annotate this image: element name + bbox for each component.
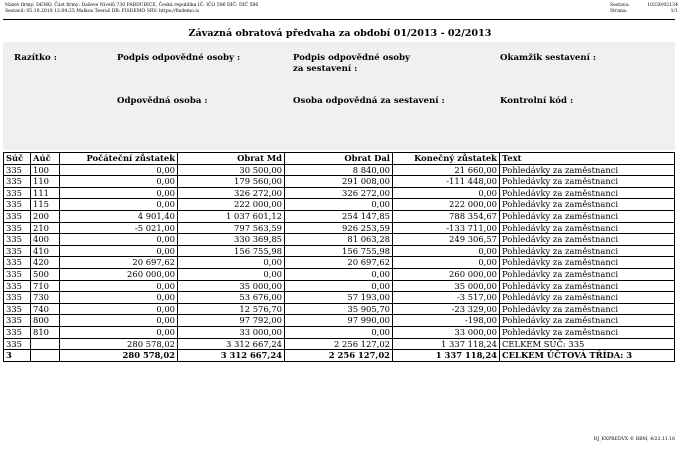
report-title: Závazná obratová předvaha za období 01/2013 - 02/2013 [188,28,492,39]
cell-pocatecni: 0,00 [60,176,178,188]
cell-obrat-dal: 0,00 [285,280,393,292]
cell-konecny: -133 711,00 [393,222,500,234]
cell-konecny: -3 517,00 [393,292,500,304]
cell-obrat-dal: 8 840,00 [285,164,393,176]
cell-obrat-md: 97 792,00 [178,315,285,327]
sestava-label: Sestava: [610,3,630,8]
cell-text: Pohledávky za zaměstnanci [500,187,675,199]
table-row [4,222,675,234]
cell-obrat-dal: 97 990,00 [285,315,393,327]
cell-obrat-md: 330 369,85 [178,234,285,246]
cell-pocatecni: 0,00 [60,292,178,304]
signature-block [3,42,675,150]
cell-konecny: 33 000,00 [393,326,500,338]
cell-obrat-md: 0,00 [178,268,285,280]
cell-pocatecni: 0,00 [60,315,178,327]
cell-auc: 110 [31,176,60,188]
cell-suc: 335 [4,234,31,246]
strana-label: Strana: [610,9,628,15]
table-row [4,280,675,292]
cell-suc: 335 [4,292,31,304]
cell-obrat-md: 30 500,00 [178,164,285,176]
cell-obrat-dal: 0,00 [285,199,393,211]
cell-pocatecni: 0,00 [60,187,178,199]
cell-auc: 410 [31,245,60,257]
razitko-label: Razítko : [14,53,57,63]
table-row [4,199,675,211]
cell-konecny: 0,00 [393,245,500,257]
cell-obrat-md: 35 000,00 [178,280,285,292]
cell-obrat-dal: 2 256 127,02 [285,350,393,362]
total-row [4,350,675,362]
podpis-sestaveni-label [293,53,410,75]
cell-konecny: -23 329,00 [393,303,500,315]
podpis-sestaveni-line1: Podpis odpovědné osoby [293,53,411,63]
sestava-value: 10230/02134 [647,3,678,8]
cell-auc: 810 [31,326,60,338]
col-text: Text [500,153,675,165]
cell-pocatecni: 0,00 [60,326,178,338]
cell-text: Pohledávky za zaměstnanci [500,222,675,234]
cell-text: CELKEM ÚČTOVÁ TŘÍDA: 3 [500,350,675,362]
cell-konecny: 1 337 118,24 [393,338,500,350]
cell-suc: 335 [4,257,31,269]
table-row [4,245,675,257]
osoba-sestaveni-label: Osoba odpovědná za sestavení : [293,96,445,106]
cell-konecny: -198,00 [393,315,500,327]
cell-suc: 335 [4,268,31,280]
cell-text: Pohledávky za zaměstnanci [500,210,675,222]
table-row [4,187,675,199]
cell-suc: 335 [4,210,31,222]
table-row [4,164,675,176]
col-pocatecni: Počáteční zůstatek [60,153,178,165]
cell-suc: 335 [4,303,31,315]
podpis-osoby-label: Podpis odpovědné osoby : [117,53,241,63]
table-row [4,176,675,188]
cell-auc: 420 [31,257,60,269]
cell-text: Pohledávky za zaměstnanci [500,280,675,292]
cell-pocatecni: 0,00 [60,280,178,292]
cell-auc: 111 [31,187,60,199]
cell-auc: 740 [31,303,60,315]
col-obrat-md: Obrat Md [178,153,285,165]
cell-text: Pohledávky za zaměstnanci [500,199,675,211]
cell-obrat-md: 797 563,59 [178,222,285,234]
cell-suc: 335 [4,222,31,234]
cell-suc: 335 [4,176,31,188]
cell-konecny: 21 660,00 [393,164,500,176]
cell-auc [31,338,60,350]
cell-obrat-md: 53 676,00 [178,292,285,304]
table-header-row [4,153,675,165]
cell-konecny: 222 000,00 [393,199,500,211]
cell-suc: 335 [4,326,31,338]
sum-row [4,338,675,350]
okamzik-label: Okamžik sestavení : [500,53,597,63]
cell-pocatecni: 280 578,02 [60,350,178,362]
cell-auc: 115 [31,199,60,211]
cell-text: Pohledávky za zaměstnanci [500,303,675,315]
cell-suc: 335 [4,338,31,350]
cell-auc: 710 [31,280,60,292]
author-line: Sestavil: 05.10.2018 12:04:25 Malkus Teeraš DB: FISDEMO SRV: https://fisdemo.is [5,9,200,15]
cell-text: Pohledávky za zaměstnanci [500,315,675,327]
balance-table [3,152,675,362]
table-row [4,303,675,315]
kontrolni-kod-label: Kontrolní kód : [500,96,574,106]
header-divider [3,19,675,20]
cell-obrat-dal: 156 755,98 [285,245,393,257]
cell-auc [31,350,60,362]
cell-obrat-md: 179 560,00 [178,176,285,188]
strana-value: 1/1 [670,9,678,15]
cell-text: Pohledávky za zaměstnanci [500,268,675,280]
cell-text: Pohledávky za zaměstnanci [500,164,675,176]
cell-obrat-dal: 2 256 127,02 [285,338,393,350]
cell-suc: 3 [4,350,31,362]
cell-obrat-dal: 926 253,59 [285,222,393,234]
cell-konecny: 1 337 118,24 [393,350,500,362]
col-konecny: Konečný zůstatek [393,153,500,165]
cell-obrat-md: 3 312 667,24 [178,338,285,350]
cell-text: Pohledávky za zaměstnanci [500,292,675,304]
cell-obrat-dal: 57 193,00 [285,292,393,304]
cell-pocatecni: 280 578,02 [60,338,178,350]
cell-obrat-md: 1 037 601,12 [178,210,285,222]
company-info [5,3,425,16]
cell-pocatecni: 0,00 [60,234,178,246]
cell-konecny: 0,00 [393,187,500,199]
table-row [4,234,675,246]
cell-pocatecni: 0,00 [60,303,178,315]
cell-text: Pohledávky za zaměstnanci [500,176,675,188]
table-row [4,210,675,222]
cell-suc: 335 [4,315,31,327]
cell-obrat-dal: 326 272,00 [285,187,393,199]
cell-auc: 210 [31,222,60,234]
cell-pocatecni: 0,00 [60,164,178,176]
cell-obrat-dal: 291 008,00 [285,176,393,188]
cell-obrat-md: 3 312 667,24 [178,350,285,362]
cell-text: Pohledávky za zaměstnanci [500,234,675,246]
podpis-sestaveni-line2: za sestavení : [293,64,358,74]
cell-pocatecni: 4 901,40 [60,210,178,222]
cell-konecny: 249 306,57 [393,234,500,246]
cell-obrat-md: 33 000,00 [178,326,285,338]
cell-obrat-dal: 35 905,70 [285,303,393,315]
report-id-block [610,3,678,16]
table-row [4,292,675,304]
cell-text: Pohledávky za zaměstnanci [500,245,675,257]
cell-obrat-md: 326 272,00 [178,187,285,199]
cell-suc: 335 [4,280,31,292]
cell-obrat-dal: 0,00 [285,268,393,280]
cell-pocatecni: 260 000,00 [60,268,178,280]
cell-konecny: 0,00 [393,257,500,269]
cell-obrat-md: 12 576,70 [178,303,285,315]
col-auc: Aúč [31,153,60,165]
cell-text: Pohledávky za zaměstnanci [500,257,675,269]
table-row [4,257,675,269]
cell-obrat-dal: 0,00 [285,326,393,338]
cell-auc: 500 [31,268,60,280]
cell-text: Pohledávky za zaměstnanci [500,326,675,338]
report-footer: RJ_EXPREDVX © BBM, 4/23.11.16 [593,437,675,442]
cell-suc: 335 [4,199,31,211]
cell-obrat-dal: 254 147,85 [285,210,393,222]
cell-pocatecni: 20 697,62 [60,257,178,269]
col-obrat-dal: Obrat Dal [285,153,393,165]
cell-auc: 200 [31,210,60,222]
cell-konecny: 260 000,00 [393,268,500,280]
cell-konecny: -111 448,00 [393,176,500,188]
cell-auc: 400 [31,234,60,246]
col-suc: Súč [4,153,31,165]
cell-pocatecni: 0,00 [60,199,178,211]
cell-auc: 730 [31,292,60,304]
cell-obrat-md: 156 755,98 [178,245,285,257]
cell-suc: 335 [4,245,31,257]
cell-obrat-dal: 81 063,28 [285,234,393,246]
cell-obrat-dal: 20 697,62 [285,257,393,269]
odpovedna-osoba-label: Odpovědná osoba : [117,96,208,106]
cell-text: CELKEM SÚČ: 335 [500,338,675,350]
cell-auc: 100 [31,164,60,176]
cell-konecny: 788 354,67 [393,210,500,222]
table-row [4,315,675,327]
cell-pocatecni: -5 021,00 [60,222,178,234]
cell-obrat-md: 0,00 [178,257,285,269]
table-row [4,326,675,338]
cell-suc: 335 [4,164,31,176]
cell-suc: 335 [4,187,31,199]
cell-pocatecni: 0,00 [60,245,178,257]
company-line: Název firmy: DEMO, Část firmy: Daševe Nivelů 730 PARDUBICE, Česká republika IČ: IČO 586 DIČ: DIČ 586 [5,3,259,8]
cell-obrat-md: 222 000,00 [178,199,285,211]
table-row [4,268,675,280]
cell-konecny: 35 000,00 [393,280,500,292]
cell-auc: 800 [31,315,60,327]
